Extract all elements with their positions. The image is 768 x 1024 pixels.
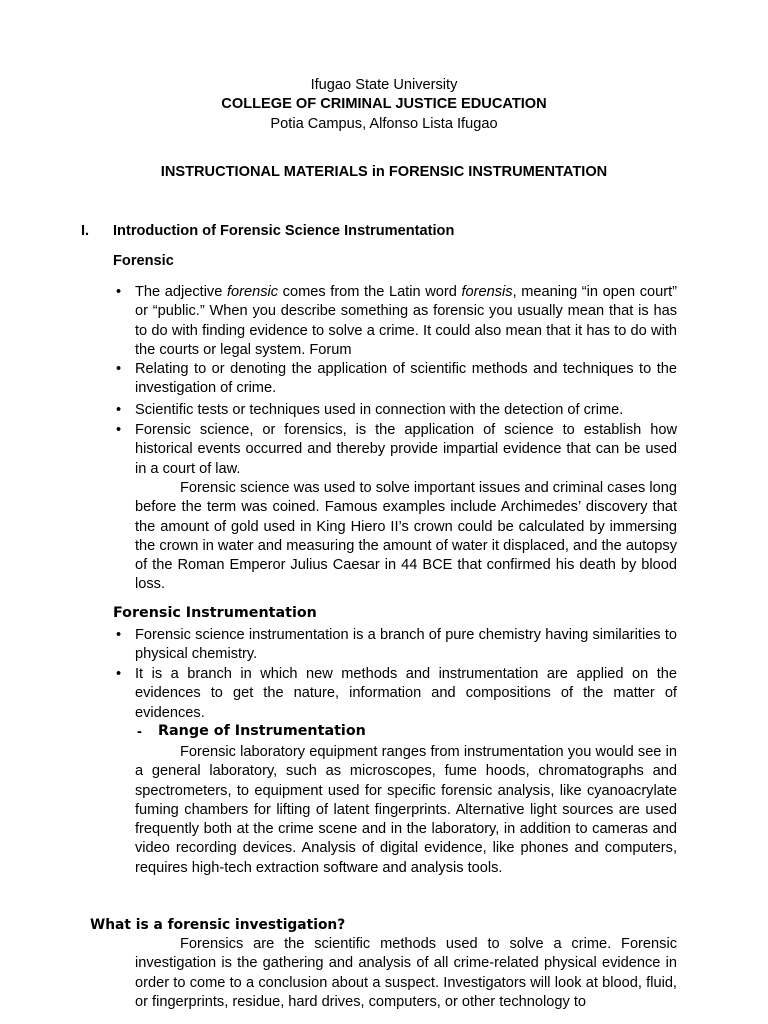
section-heading: Introduction of Forensic Science Instrumentation <box>113 223 455 239</box>
forensic-bullet-1 <box>135 283 677 360</box>
range-heading: Range of Instrumentation <box>158 723 366 739</box>
bullet-icon: • <box>116 284 122 300</box>
document-title: INSTRUCTIONAL MATERIALS in FORENSIC INSTRUMENTATION <box>160 164 608 180</box>
investigation-paragraph: Forensics are the scientific methods used to solve a crime. Forensic investigation is the gathering and analysis of all crime-related physical evidence in order to come to a conclusion about a suspect. Investigators will look at blood, fluid, or fingerprints, residue, hard drives, computers, or other technology to <box>135 936 677 1010</box>
forensic-bullet-3: Scientific tests or techniques used in connection with the detection of crime. <box>135 402 624 418</box>
section-numeral: I. <box>81 223 90 239</box>
college-name: COLLEGE OF CRIMINAL JUSTICE EDUCATION <box>221 96 547 112</box>
instrumentation-bullet-2: It is a branch in which new methods and instrumentation are applied on the evidences to get the nature, information and compositions of the matter of evidences. <box>135 666 677 721</box>
bullet-icon: • <box>116 627 122 643</box>
forensic-bullet-4: Forensic science, or forensics, is the application of science to establish how historical events occurred and thereby provide impartial evidence that can be used in a court of law. <box>135 422 677 477</box>
bullet-icon: • <box>116 402 122 418</box>
range-paragraph: Forensic laboratory equipment ranges from instrumentation you would see in a general laboratory, such as microscopes, fume hoods, chromatographs and spectrometers, to equipment used for specific forensic analysis, like cyanoacrylate fuming chambers for lifting of latent fingerprints. Alternative light sources are used frequently both at the crime scene and in the laboratory, in addition to cameras and video recording devices. Analysis of digital evidence, like phones and computers, requires high-tech extraction software and analysis tools. <box>135 744 677 876</box>
bullet-1-text-b: comes from the Latin word <box>278 284 462 300</box>
campus-address: Potia Campus, Alfonso Lista Ifugao <box>270 116 498 132</box>
bullet-1-term-forensic: forensic <box>226 284 279 300</box>
bullet-1-text-a: The adjective <box>135 284 227 300</box>
dash-marker: - <box>137 724 142 740</box>
instrumentation-bullet-1: Forensic science instrumentation is a branch of pure chemistry having similarities to physical chemistry. <box>135 627 677 663</box>
instrumentation-heading: Forensic Instrumentation <box>113 605 317 621</box>
investigation-heading: What is a forensic investigation? <box>90 917 346 933</box>
bullet-icon: • <box>116 361 122 377</box>
forensic-subheading: Forensic <box>113 253 174 269</box>
bullet-icon: • <box>116 422 122 438</box>
forensic-bullet-2: Relating to or denoting the application of scientific methods and techniques to the investigation of crime. <box>135 361 677 397</box>
bullet-icon: • <box>116 666 122 682</box>
bullet-1-term-forensis: forensis <box>461 284 513 300</box>
bullet-1-text-c: , meaning “in open court” or “public.” When you describe something as forensic you usually mean that is has to do with finding evidence to solve a crime. It could also mean that it has to do with the courts or legal system. Forum <box>135 284 678 358</box>
university-name: Ifugao State University <box>310 77 458 93</box>
forensic-history-paragraph: Forensic science was used to solve important issues and criminal cases long before the term was coined. Famous examples include Archimedes’ discovery that the amount of gold used in King Hiero II’s crown could be calculated by immersing the crown in water and measuring the amount of water it displaced, and the autopsy of the Roman Emperor Julius Caesar in 44 BCE that confirmed his death by blood loss. <box>135 480 677 593</box>
